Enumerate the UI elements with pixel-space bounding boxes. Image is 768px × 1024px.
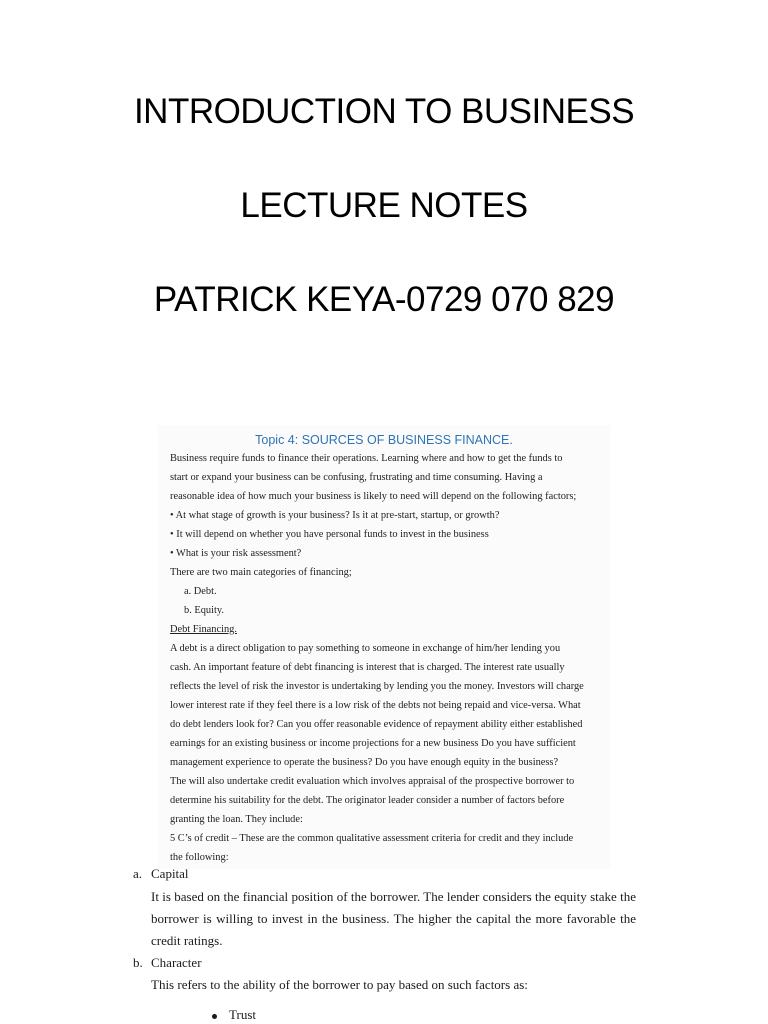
intro-line: • At what stage of growth is your business? Is it at pre-start, startup, or growth? <box>170 510 500 521</box>
intro-paragraph <box>170 449 600 867</box>
character-heading: Character <box>151 955 202 970</box>
debt-line: reflects the level of risk the investor is undertaking by lending you the money. Investors will charge <box>170 681 584 692</box>
document-author: PATRICK KEYA-0729 070 829 <box>153 280 615 319</box>
debt-line: The will also undertake credit evaluation which involves appraisal of the prospective borrower to <box>170 776 575 787</box>
debt-financing-heading: Debt Financing. <box>170 624 237 635</box>
intro-line: There are two main categories of financing; <box>170 567 352 578</box>
scanned-excerpt <box>158 425 610 869</box>
topic-title: Topic 4: SOURCES OF BUSINESS FINANCE. <box>255 433 513 447</box>
debt-line: cash. An important feature of debt financing is interest that is charged. The interest rate usually <box>170 662 565 673</box>
intro-line: start or expand your business can be confusing, frustrating and time consuming. Having a <box>170 472 543 483</box>
document-subtitle: LECTURE NOTES <box>240 186 528 225</box>
category-item: a. Debt. <box>184 586 217 597</box>
intro-line: Business require funds to finance their operations. Learning where and how to get the funds to <box>170 453 563 464</box>
debt-line: 5 C’s of credit – These are the common qualitative assessment criteria for credit and they include <box>170 833 574 844</box>
intro-line: reasonable idea of how much your business is likely to need will depend on the following factors; <box>170 491 577 502</box>
debt-line: do debt lenders look for? Can you offer reasonable evidence of repayment ability either established <box>170 719 583 730</box>
debt-line: lower interest rate if they feel there is a low risk of the debts not being repaid and vice-versa. What <box>170 700 581 711</box>
category-item: b. Equity. <box>184 605 225 616</box>
debt-line: A debt is a direct obligation to pay something to someone in exchange of him/her lending you <box>170 643 561 654</box>
bullet-dot <box>212 1014 217 1019</box>
capital-line: It is based on the financial position of the borrower. The lender considers the equity stake the <box>151 889 636 904</box>
intro-line: • What is your risk assessment? <box>170 548 302 559</box>
list-marker-a: a. <box>133 866 143 881</box>
debt-line: granting the loan. They include: <box>170 814 303 825</box>
capital-line: borrower is willing to invest in the business. The higher the capital the more favorable the <box>151 911 636 926</box>
debt-line: earnings for an existing business or income projections for a new business Do you have sufficient <box>170 738 576 749</box>
list-marker-b: b. <box>133 955 143 970</box>
document-title: INTRODUCTION TO BUSINESS <box>133 92 635 131</box>
capital-line: credit ratings. <box>151 933 223 948</box>
character-paragraph: This refers to the ability of the borrower to pay based on such factors as: <box>151 977 528 992</box>
bullet-item <box>212 1007 256 1023</box>
intro-line: • It will depend on whether you have personal funds to invest in the business <box>170 529 489 540</box>
capital-paragraph <box>151 886 636 952</box>
debt-line: determine his suitability for the debt. The originator leader consider a number of factors before <box>170 795 565 806</box>
debt-line: management experience to operate the business? Do you have enough equity in the business? <box>170 757 559 768</box>
debt-line: the following: <box>170 852 229 863</box>
capital-heading: Capital <box>151 866 189 881</box>
bullet-label: Trust <box>229 1007 256 1022</box>
